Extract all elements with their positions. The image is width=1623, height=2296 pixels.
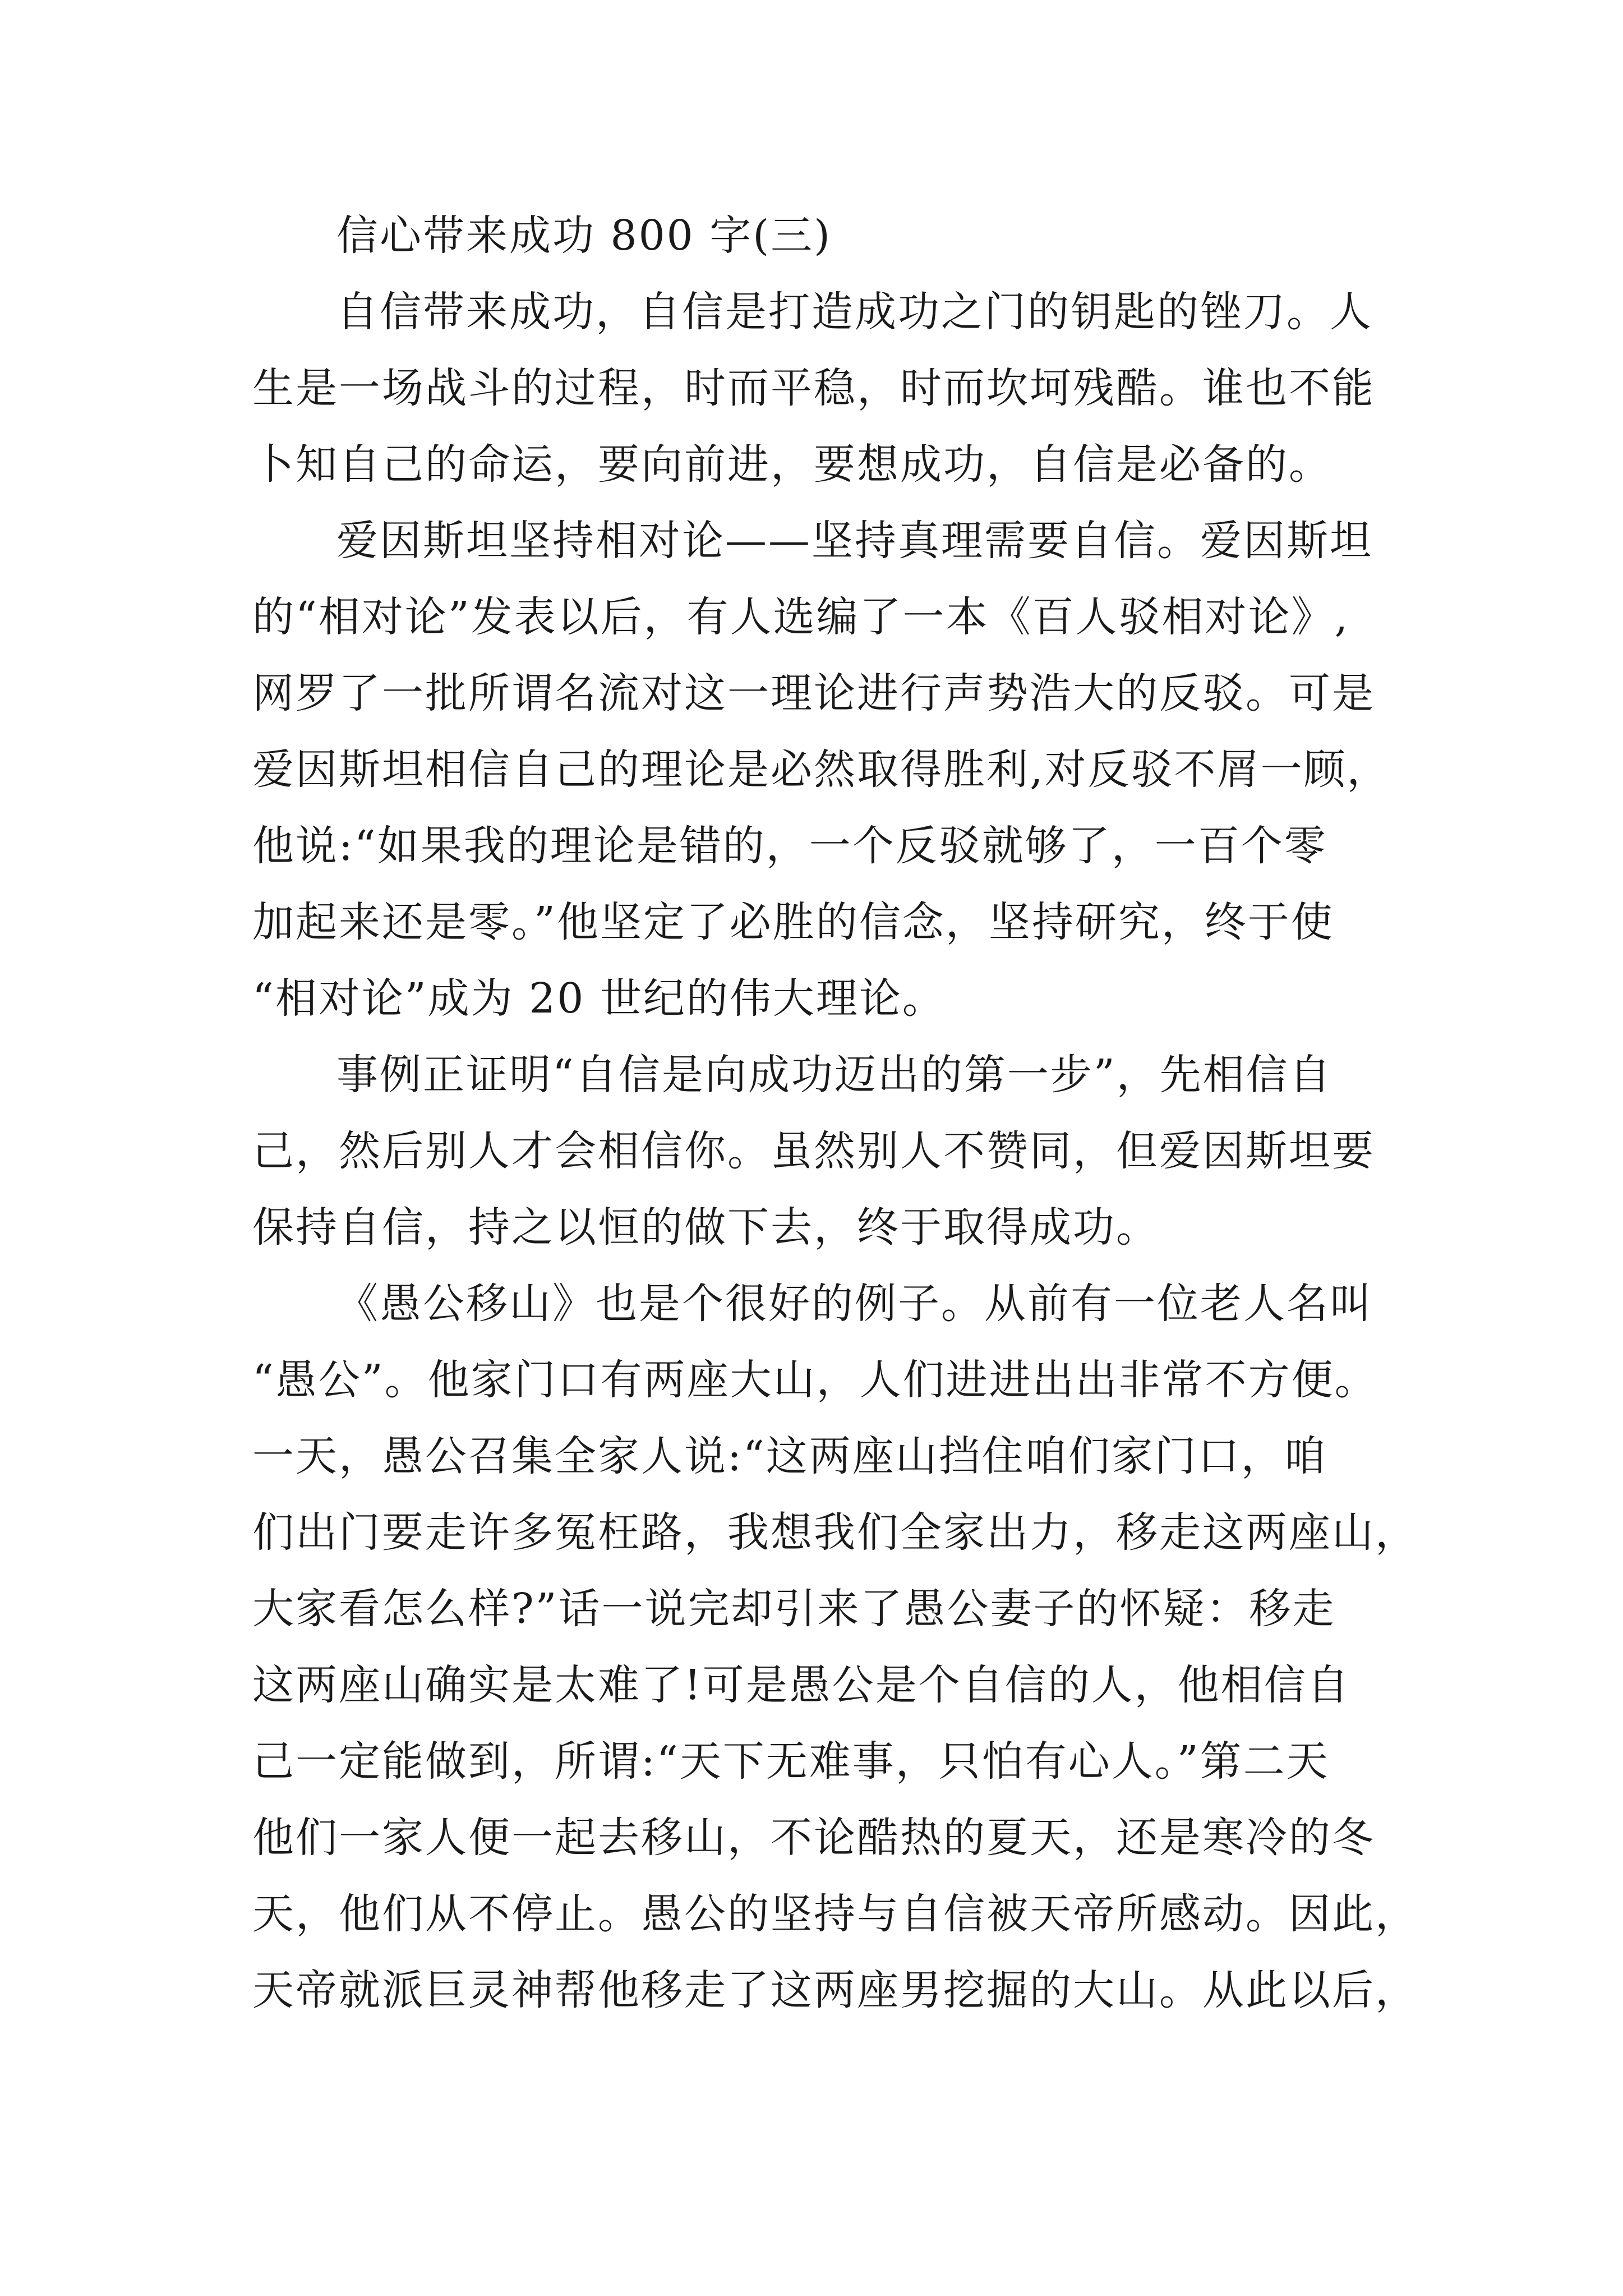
- text-line: “相对论”成为 20 世纪的伟大理论。: [252, 974, 946, 1023]
- text-line: 己一定能做到，所谓:“天下无难事，只怕有心人。”第二天: [252, 1737, 1330, 1786]
- text-line: “愚公”。他家门口有两座大山，人们进进出出非常不方便。: [252, 1356, 1378, 1404]
- text-line: 生是一场战斗的过程，时而平稳，时而坎坷残酷。谁也不能: [252, 364, 1375, 412]
- text-line: 天帝就派巨灵神帮他移走了这两座男挖掘的大山。从此以后，: [252, 1966, 1418, 2014]
- text-line: 们出门要走许多冤枉路，我想我们全家出力，移走这两座山，: [252, 1508, 1418, 1557]
- text-line: 爱因斯坦坚持相对论——坚持真理需要自信。爱因斯坦: [336, 517, 1373, 565]
- text-line: 己，然后别人才会相信你。虽然别人不赞同，但爱因斯坦要: [252, 1127, 1375, 1175]
- text-line: 一天，愚公召集全家人说:“这两座山挡住咱们家门口，咱: [252, 1432, 1327, 1480]
- text-line: 加起来还是零。”他坚定了必胜的信念，坚持研究，终于使: [252, 898, 1334, 946]
- text-line: 大家看怎么样?”话一说完却引来了愚公妻子的怀疑：移走: [252, 1585, 1336, 1633]
- text-line: 事例正证明“自信是向成功迈出的第一步”，先相信自: [336, 1051, 1332, 1099]
- document-title: 信心带来成功 800 字(三): [336, 211, 832, 260]
- text-line: 天，他们从不停止。愚公的坚持与自信被天帝所感动。因此，: [252, 1890, 1418, 1938]
- text-line: 他说:“如果我的理论是错的，一个反驳就够了，一百个零: [252, 822, 1327, 870]
- text-line: 《愚公移山》也是个很好的例子。从前有一位老人名叫: [336, 1280, 1373, 1328]
- text-line: 这两座山确实是太难了!可是愚公是个自信的人，他相信自: [252, 1661, 1350, 1709]
- text-line: 他们一家人便一起去移山，不论酷热的夏天，还是寒冷的冬: [252, 1814, 1375, 1862]
- text-line: 自信带来成功，自信是打造成功之门的钥匙的锉刀。人: [336, 288, 1373, 336]
- text-line: 卜知自己的命运，要向前进，要想成功，自信是必备的。: [252, 440, 1332, 489]
- text-line: 的“相对论”发表以后，有人选编了一本《百人驳相对论》,: [252, 593, 1350, 641]
- document-body: [252, 197, 1418, 2028]
- text-line: 网罗了一批所谓名流对这一理论进行声势浩大的反驳。可是: [252, 669, 1375, 717]
- text-line: 爱因斯坦相信自己的理论是必然取得胜利,对反驳不屑一顾，: [252, 746, 1390, 794]
- text-line: 保持自信，持之以恒的做下去，终于取得成功。: [252, 1203, 1159, 1251]
